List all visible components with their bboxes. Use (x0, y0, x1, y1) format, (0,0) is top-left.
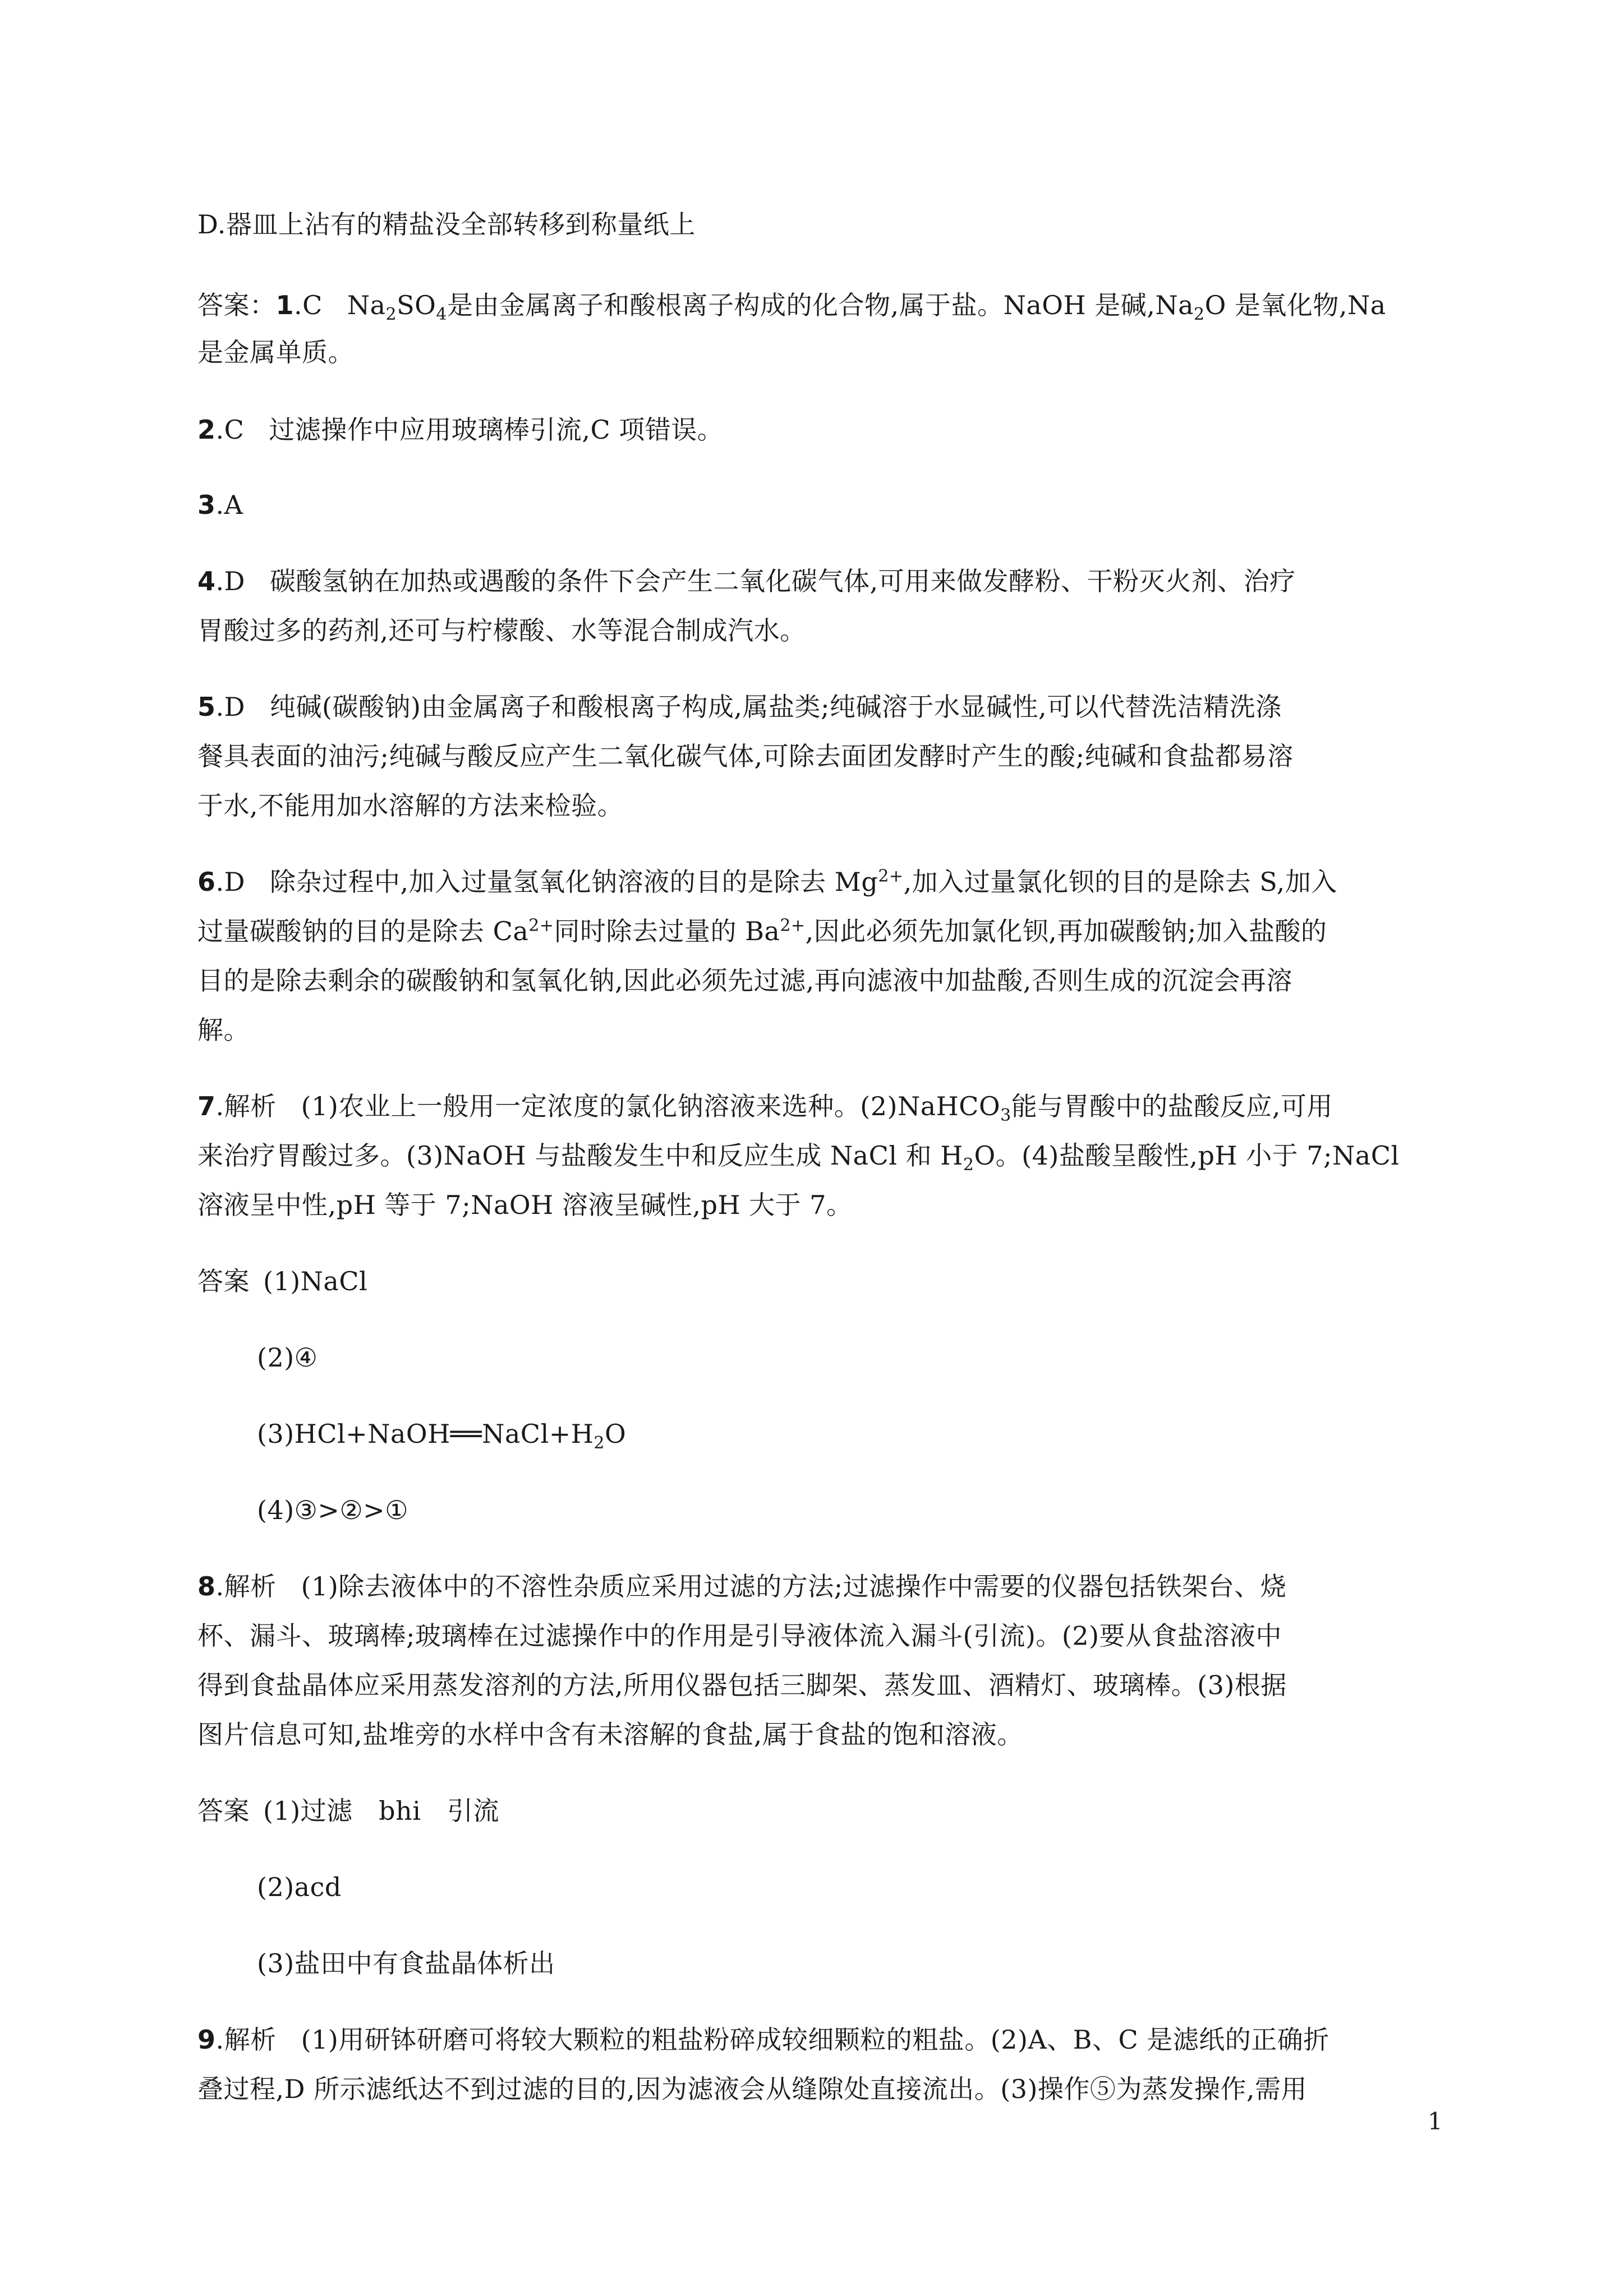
answer-7-line-3 (197, 1178, 1443, 1232)
explanation-text: 同时除去过量的 Ba (554, 916, 780, 946)
explanation-text: (1)除去液体中的不溶性杂质应采用过滤的方法;过滤操作中需要的仪器包括铁架台、烧 (301, 1571, 1287, 1602)
answer-choice: .D (215, 692, 246, 722)
question-number: 1 (275, 290, 295, 320)
answer-6-line (197, 855, 1443, 909)
subscript: 2 (1194, 305, 1205, 325)
explanation-text: 纯碱(碳酸钠)由金属离子和酸根离子构成,属盐类;纯碱溶于水显碱性,可以代替洗洁精洗涤 (270, 692, 1282, 722)
analysis-label: .解析 (215, 1571, 277, 1602)
answer-2-line (197, 403, 1443, 457)
answer-item: (3)HCl+NaOH══NaCl+H (257, 1419, 594, 1449)
explanation-text: 图片信息可知,盐堆旁的水样中含有未溶解的食盐,属于食盐的饱和溶液。 (197, 1719, 1023, 1750)
answer-8-line-3 (197, 1658, 1443, 1712)
explanation-text: 过量碳酸钠的目的是除去 Ca (197, 916, 529, 946)
explanation-text: 餐具表面的油污;纯碱与酸反应产生二氧化碳气体,可除去面团发酵时产生的酸;纯碱和食盐都易溶 (197, 741, 1294, 771)
superscript: 2+ (780, 915, 806, 936)
answer-item: (3)盐田中有食盐晶体析出 (257, 1948, 555, 1978)
answer-3-line (197, 478, 1443, 532)
explanation-text: 得到食盐晶体应采用蒸发溶剂的方法,所用仪器包括三脚架、蒸发皿、酒精灯、玻璃棒。(3)根据 (197, 1670, 1287, 1700)
explanation-text: O 是氧化物,Na (1204, 290, 1386, 320)
question-number: 7 (197, 1091, 216, 1121)
explanation-text: ,因此必须先加氯化钡,再加碳酸钠;加入盐酸的 (805, 916, 1327, 946)
subscript: 3 (1000, 1106, 1011, 1126)
question-number: 9 (197, 2024, 216, 2055)
explanation-text: 叠过程,D 所示滤纸达不到过滤的目的,因为滤液会从缝隙处直接流出。(3)操作⑤为蒸发操作,需用 (197, 2074, 1308, 2104)
answer-6-line-3 (197, 954, 1443, 1007)
explanation-text: 除杂过程中,加入过量氢氧化钠溶液的目的是除去 Mg (270, 867, 878, 897)
question-number: 6 (197, 867, 216, 897)
answer-item: (1)过滤 bhi 引流 (263, 1796, 499, 1826)
answer-7-key-3 (257, 1407, 1502, 1461)
answer-5-line-3 (197, 779, 1443, 832)
option-d-text: D.器皿上沾有的精盐没全部转移到称量纸上 (197, 209, 696, 240)
answer-8-key-line (197, 1784, 1443, 1838)
explanation-text: O。(4)盐酸呈酸性,pH 小于 7;NaCl (974, 1140, 1400, 1171)
answer-item: (2)④ (257, 1342, 318, 1373)
answer-7-key-line (197, 1254, 1443, 1308)
answer-6-line-2 (197, 904, 1443, 958)
analysis-label: .解析 (215, 1091, 277, 1121)
answer-5-line (197, 680, 1443, 734)
page-number: 1 (1428, 2108, 1443, 2135)
explanation-text: (1)农业上一般用一定浓度的氯化钠溶液来选种。(2)NaHCO (301, 1091, 1001, 1121)
subscript: 2 (963, 1155, 974, 1175)
explanation-text: 碳酸氢钠在加热或遇酸的条件下会产生二氧化碳气体,可用来做发酵粉、干粉灭火剂、治疗 (270, 566, 1296, 596)
answer-choice: .D (215, 867, 246, 897)
explanation-text: 是金属单质。 (197, 337, 354, 367)
answer-8-line-4 (197, 1708, 1443, 1761)
answer-4-line (197, 554, 1443, 608)
superscript: 2+ (878, 866, 904, 886)
question-number: 2 (197, 415, 216, 445)
answer-7-line (197, 1079, 1443, 1133)
answer-item: (1)NaCl (263, 1266, 368, 1296)
answer-9-line-2 (197, 2062, 1443, 2116)
answer-item: (4)③>②>① (257, 1495, 408, 1525)
answer-1-line (197, 278, 1443, 332)
question-number: 4 (197, 566, 216, 596)
subscript: 2 (385, 305, 397, 325)
explanation-text: 能与胃酸中的盐酸反应,可用 (1011, 1091, 1333, 1121)
answer-8-line-2 (197, 1609, 1443, 1663)
superscript: 2+ (528, 915, 554, 936)
explanation-text: 来治疗胃酸过多。(3)NaOH 与盐酸发生中和反应生成 NaCl 和 H (197, 1140, 963, 1171)
question-number: 8 (197, 1571, 216, 1602)
answer-6-line-4 (197, 1003, 1443, 1057)
formula-part: Na (347, 290, 386, 320)
answer-8-key-2 (257, 1860, 1502, 1914)
explanation-text: 解。 (197, 1015, 250, 1045)
formula-part: SO (397, 290, 436, 320)
answer-8-key-3 (257, 1936, 1502, 1990)
answer-label: 答案： (197, 290, 276, 320)
answer-8-line (197, 1559, 1443, 1613)
explanation-text: 胃酸过多的药剂,还可与柠檬酸、水等混合制成汽水。 (197, 615, 806, 646)
explanation-text: 是由金属离子和酸根离子构成的化合物,属于盐。NaOH 是碱,Na (447, 290, 1194, 320)
subscript: 4 (436, 305, 447, 325)
answer-label: 答案 (197, 1266, 250, 1296)
explanation-text: 过滤操作中应用玻璃棒引流,C 项错误。 (269, 415, 724, 445)
explanation-text: 溶液呈中性,pH 等于 7;NaOH 溶液呈碱性,pH 大于 7。 (197, 1190, 853, 1220)
answer-choice: .C (215, 415, 245, 445)
explanation-text: 目的是除去剩余的碳酸钠和氢氧化钠,因此必须先过滤,再向滤液中加盐酸,否则生成的沉淀会再溶 (197, 965, 1292, 996)
answer-7-line-2 (197, 1129, 1443, 1182)
explanation-text: (1)用研钵研磨可将较大颗粒的粗盐粉碎成较细颗粒的粗盐。(2)A、B、C 是滤纸的正确折 (301, 2024, 1329, 2055)
answer-7-key-2 (257, 1331, 1502, 1384)
answer-5-line-2 (197, 729, 1443, 783)
explanation-text: 于水,不能用加水溶解的方法来检验。 (197, 790, 624, 821)
answer-9-line (197, 2013, 1443, 2067)
answer-4-line-2 (197, 604, 1443, 657)
subscript: 2 (594, 1433, 605, 1453)
question-number: 3 (197, 490, 216, 520)
answer-7-key-4 (257, 1483, 1502, 1537)
answer-item: O (604, 1419, 627, 1449)
answer-choice: .A (215, 490, 243, 520)
answer-item: (2)acd (257, 1872, 342, 1902)
option-d-line (197, 197, 1443, 251)
analysis-label: .解析 (215, 2024, 277, 2055)
answer-choice: .D (215, 566, 246, 596)
answer-label: 答案 (197, 1796, 250, 1826)
question-number: 5 (197, 692, 216, 722)
answer-1-line-2 (197, 325, 1443, 379)
explanation-text: 杯、漏斗、玻璃棒;玻璃棒在过滤操作中的作用是引导液体流入漏斗(引流)。(2)要从食盐溶液中 (197, 1621, 1282, 1651)
answer-choice: .C (294, 290, 323, 320)
explanation-text: ,加入过量氯化钡的目的是除去 S,加入 (903, 867, 1337, 897)
